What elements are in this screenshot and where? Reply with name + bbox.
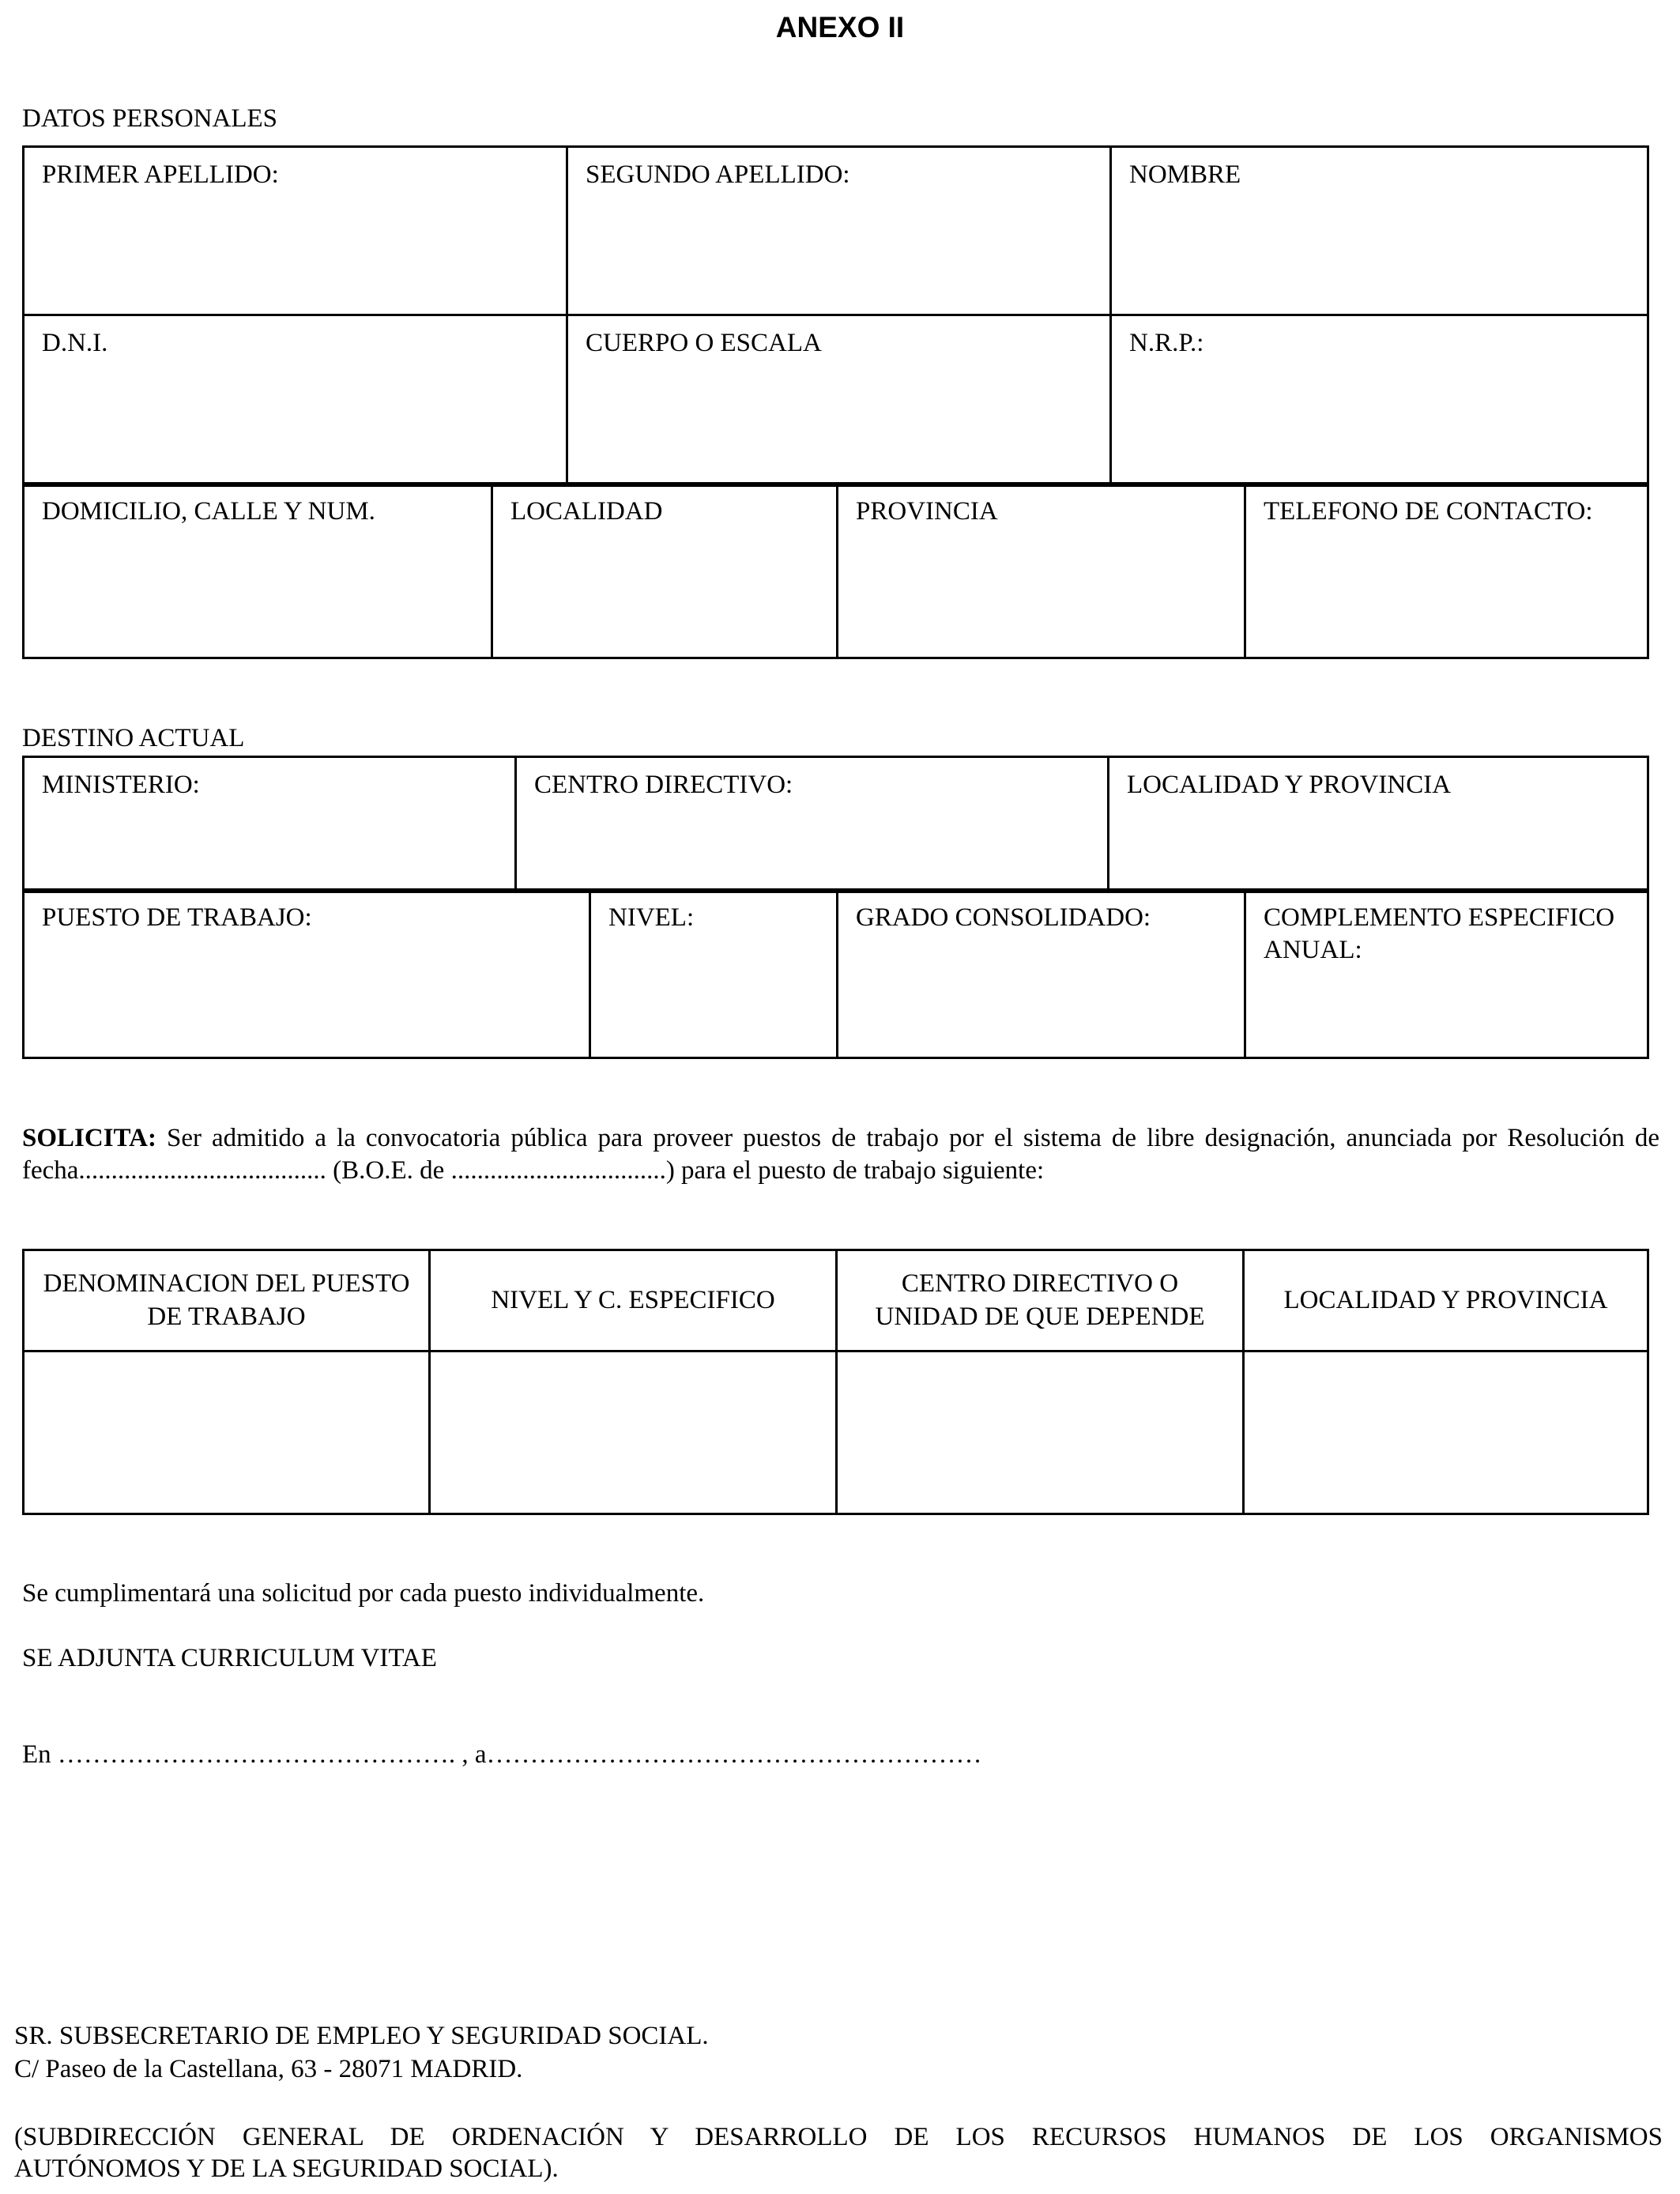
denominacion-input-cell[interactable]	[24, 1351, 430, 1514]
note-text: Se cumplimentará una solicitud por cada puesto individualmente.	[22, 1579, 705, 1608]
cuerpo-escala-field[interactable]: CUERPO O ESCALA	[567, 315, 1111, 486]
solicita-paragraph	[22, 1122, 1659, 1188]
solicita-text: Ser admitido a la convocatoria pública para proveer puestos de trabajo por el sistema de libre designación, anunciada por Resolución de fecha...................................... (B.O.E. de .................................) para el puesto de trabajo siguiente:	[22, 1124, 1659, 1186]
complemento-especifico-field[interactable]: COMPLEMENTO ESPECIFICO ANUAL:	[1245, 890, 1648, 1058]
recipient-address: C/ Paseo de la Castellana, 63 - 28071 MADRID.	[14, 2055, 523, 2083]
place-date-line[interactable]: En ………………………………………. , a…………………………………………………	[22, 1740, 982, 1769]
nivel-input-cell[interactable]	[430, 1351, 837, 1514]
nrp-field[interactable]: N.R.P.:	[1111, 315, 1648, 486]
segundo-apellido-field[interactable]: SEGUNDO APELLIDO:	[567, 147, 1111, 315]
domicilio-field[interactable]: DOMICILIO, CALLE Y NUM.	[24, 484, 492, 658]
header-centro-directivo: CENTRO DIRECTIVO O UNIDAD DE QUE DEPENDE	[837, 1250, 1244, 1351]
header-denominacion: DENOMINACION DEL PUESTO DE TRABAJO	[24, 1250, 430, 1351]
page-title: ANEXO II	[775, 11, 905, 43]
subdireccion-line-2: AUTÓNOMOS Y DE LA SEGURIDAD SOCIAL).	[14, 2154, 559, 2183]
destino-actual-table-bottom	[22, 888, 1649, 1059]
nombre-field[interactable]: NOMBRE	[1111, 147, 1648, 315]
header-localidad-provincia: LOCALIDAD Y PROVINCIA	[1244, 1250, 1648, 1351]
header-nivel: NIVEL Y C. ESPECIFICO	[430, 1250, 837, 1351]
provincia-field[interactable]: PROVINCIA	[838, 484, 1245, 658]
recipient-line-1: SR. SUBSECRETARIO DE EMPLEO Y SEGURIDAD SOCIAL.	[14, 2022, 709, 2050]
subdireccion-line-1: (SUBDIRECCIÓN GENERAL DE ORDENACIÓN Y DESARROLLO DE LOS RECURSOS HUMANOS DE LOS ORGANISMOS	[14, 2123, 1663, 2151]
centro-directivo-input-cell[interactable]	[837, 1351, 1244, 1514]
destino-actual-table-top	[22, 756, 1649, 893]
localidad-provincia-field[interactable]: LOCALIDAD Y PROVINCIA	[1109, 757, 1648, 892]
curriculum-note: SE ADJUNTA CURRICULUM VITAE	[22, 1644, 437, 1672]
datos-personales-table-bottom	[22, 482, 1649, 659]
ministerio-field[interactable]: MINISTERIO:	[24, 757, 516, 892]
destino-actual-label: DESTINO ACTUAL	[22, 724, 245, 752]
datos-personales-table-top	[22, 145, 1649, 487]
grado-consolidado-field[interactable]: GRADO CONSOLIDADO:	[838, 890, 1245, 1058]
localidad-field[interactable]: LOCALIDAD	[492, 484, 838, 658]
solicita-label: SOLICITA:	[22, 1124, 156, 1152]
datos-personales-label: DATOS PERSONALES	[22, 104, 278, 133]
dni-field[interactable]: D.N.I.	[24, 315, 567, 486]
nivel-field[interactable]: NIVEL:	[590, 890, 838, 1058]
primer-apellido-field[interactable]: PRIMER APELLIDO:	[24, 147, 567, 315]
telefono-field[interactable]: TELEFONO DE CONTACTO:	[1245, 484, 1648, 658]
puesto-solicitado-table	[22, 1249, 1649, 1515]
centro-directivo-field[interactable]: CENTRO DIRECTIVO:	[516, 757, 1109, 892]
localidad-provincia-input-cell[interactable]	[1244, 1351, 1648, 1514]
puesto-trabajo-field[interactable]: PUESTO DE TRABAJO:	[24, 890, 590, 1058]
